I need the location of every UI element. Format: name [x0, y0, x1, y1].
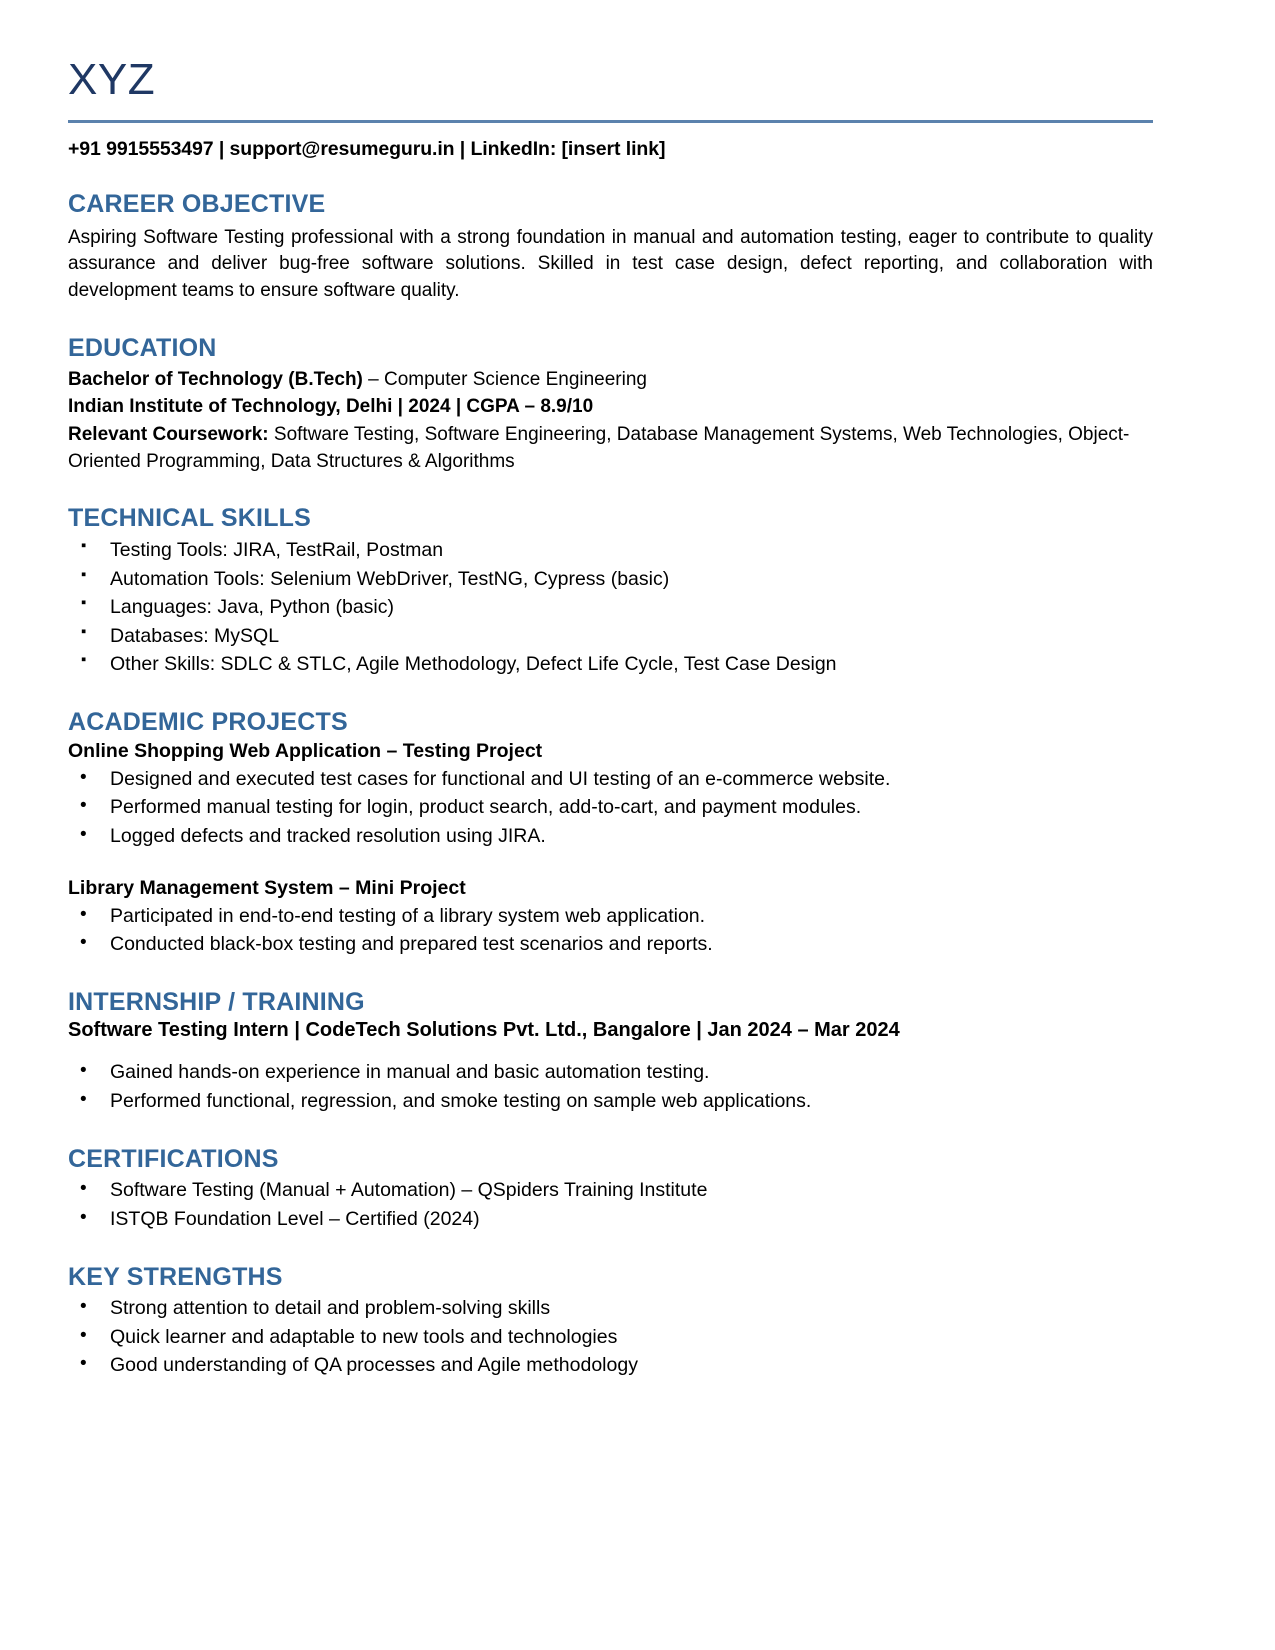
- list-item: • ISTQB Foundation Level – Certified (2024): [68, 1205, 1153, 1234]
- section-certifications: [68, 1146, 1153, 1234]
- education-institute-line: [68, 393, 1153, 420]
- contact-line: +91 9915553497 | support@resumeguru.in | LinkedIn: [insert link]: [68, 138, 666, 160]
- key-strengths-list: [68, 1294, 1153, 1380]
- candidate-name: XYZ: [68, 55, 156, 104]
- certifications-list: [68, 1176, 1153, 1233]
- list-item: • Performed functional, regression, and smoke testing on sample web applications.: [68, 1087, 1153, 1116]
- internship-bullets: [68, 1058, 1153, 1115]
- project-title: Online Shopping Web Application – Testing Project: [68, 739, 543, 762]
- section-education: [68, 335, 1153, 475]
- education-coursework-line: [68, 421, 1153, 476]
- list-item: • Strong attention to detail and problem-solving skills: [68, 1294, 1153, 1323]
- list-item: • Conducted black-box testing and prepared test scenarios and reports.: [68, 930, 1153, 959]
- section-heading-certifications: CERTIFICATIONS: [68, 1144, 279, 1173]
- header-divider: [68, 120, 1153, 123]
- list-item: • Gained hands-on experience in manual and basic automation testing.: [68, 1058, 1153, 1087]
- section-technical-skills: [68, 505, 1153, 679]
- resume-header: [68, 0, 1153, 161]
- education-degree-field: – Computer Science Engineering: [362, 368, 647, 390]
- section-academic-projects: [68, 709, 1153, 959]
- section-heading-key-strengths: KEY STRENGTHS: [68, 1262, 283, 1291]
- list-item: ▪ Testing Tools: JIRA, TestRail, Postman: [68, 536, 1153, 565]
- education-institute-text: Indian Institute of Technology, Delhi | 2024 | CGPA – 8.9/10: [68, 396, 594, 418]
- list-item: • Software Testing (Manual + Automation) – QSpiders Training Institute: [68, 1176, 1153, 1205]
- section-heading-career-objective: CAREER OBJECTIVE: [68, 190, 326, 218]
- internship-role-line: Software Testing Intern | CodeTech Solutions Pvt. Ltd., Bangalore | Jan 2024 – Mar 2024: [68, 1019, 900, 1042]
- list-item: • Good understanding of QA processes and Agile methodology: [68, 1351, 1153, 1380]
- section-key-strengths: [68, 1264, 1153, 1380]
- project-bullets: [68, 902, 1153, 959]
- list-item: • Logged defects and tracked resolution using JIRA.: [68, 822, 1153, 851]
- resume-content: [68, 0, 1153, 1380]
- project-bullets: [68, 765, 1153, 851]
- project-title: Library Management System – Mini Project: [68, 876, 466, 899]
- list-item: • Quick learner and adaptable to new tools and technologies: [68, 1323, 1153, 1352]
- list-item: ▪ Databases: MySQL: [68, 622, 1153, 651]
- section-heading-internship: INTERNSHIP / TRAINING: [68, 987, 365, 1016]
- section-career-objective: [68, 191, 1153, 305]
- section-heading-technical-skills: TECHNICAL SKILLS: [68, 504, 312, 533]
- list-item: ▪ Automation Tools: Selenium WebDriver, TestNG, Cypress (basic): [68, 565, 1153, 594]
- section-heading-academic-projects: ACADEMIC PROJECTS: [68, 708, 348, 737]
- technical-skills-list: [68, 536, 1153, 679]
- education-degree-line: [68, 366, 1153, 393]
- education-degree-name: Bachelor of Technology (B.Tech): [68, 368, 363, 390]
- career-objective-text: Aspiring Software Testing professional with a strong foundation in manual and automation testing, eager to contribute to quality assurance and deliver bug-free software solutions. Skilled in test case design, defect reporting, and collaboration with development teams to ensure software quality.: [68, 226, 1153, 302]
- education-coursework-value: Software Testing, Software Engineering, Database Management Systems, Web Technologies, Object-Oriented Programming, Data Structures & Algorithms: [68, 423, 1130, 472]
- section-heading-education: EDUCATION: [68, 334, 217, 363]
- list-item: • Performed manual testing for login, product search, add-to-cart, and payment modules.: [68, 793, 1153, 822]
- section-internship: [68, 989, 1153, 1116]
- list-item: • Participated in end-to-end testing of a library system web application.: [68, 902, 1153, 931]
- education-coursework-label: Relevant Coursework:: [68, 423, 269, 445]
- list-item: • Designed and executed test cases for functional and UI testing of an e-commerce website.: [68, 765, 1153, 794]
- list-item: ▪ Languages: Java, Python (basic): [68, 593, 1153, 622]
- list-item: ▪ Other Skills: SDLC & STLC, Agile Methodology, Defect Life Cycle, Test Case Design: [68, 650, 1153, 679]
